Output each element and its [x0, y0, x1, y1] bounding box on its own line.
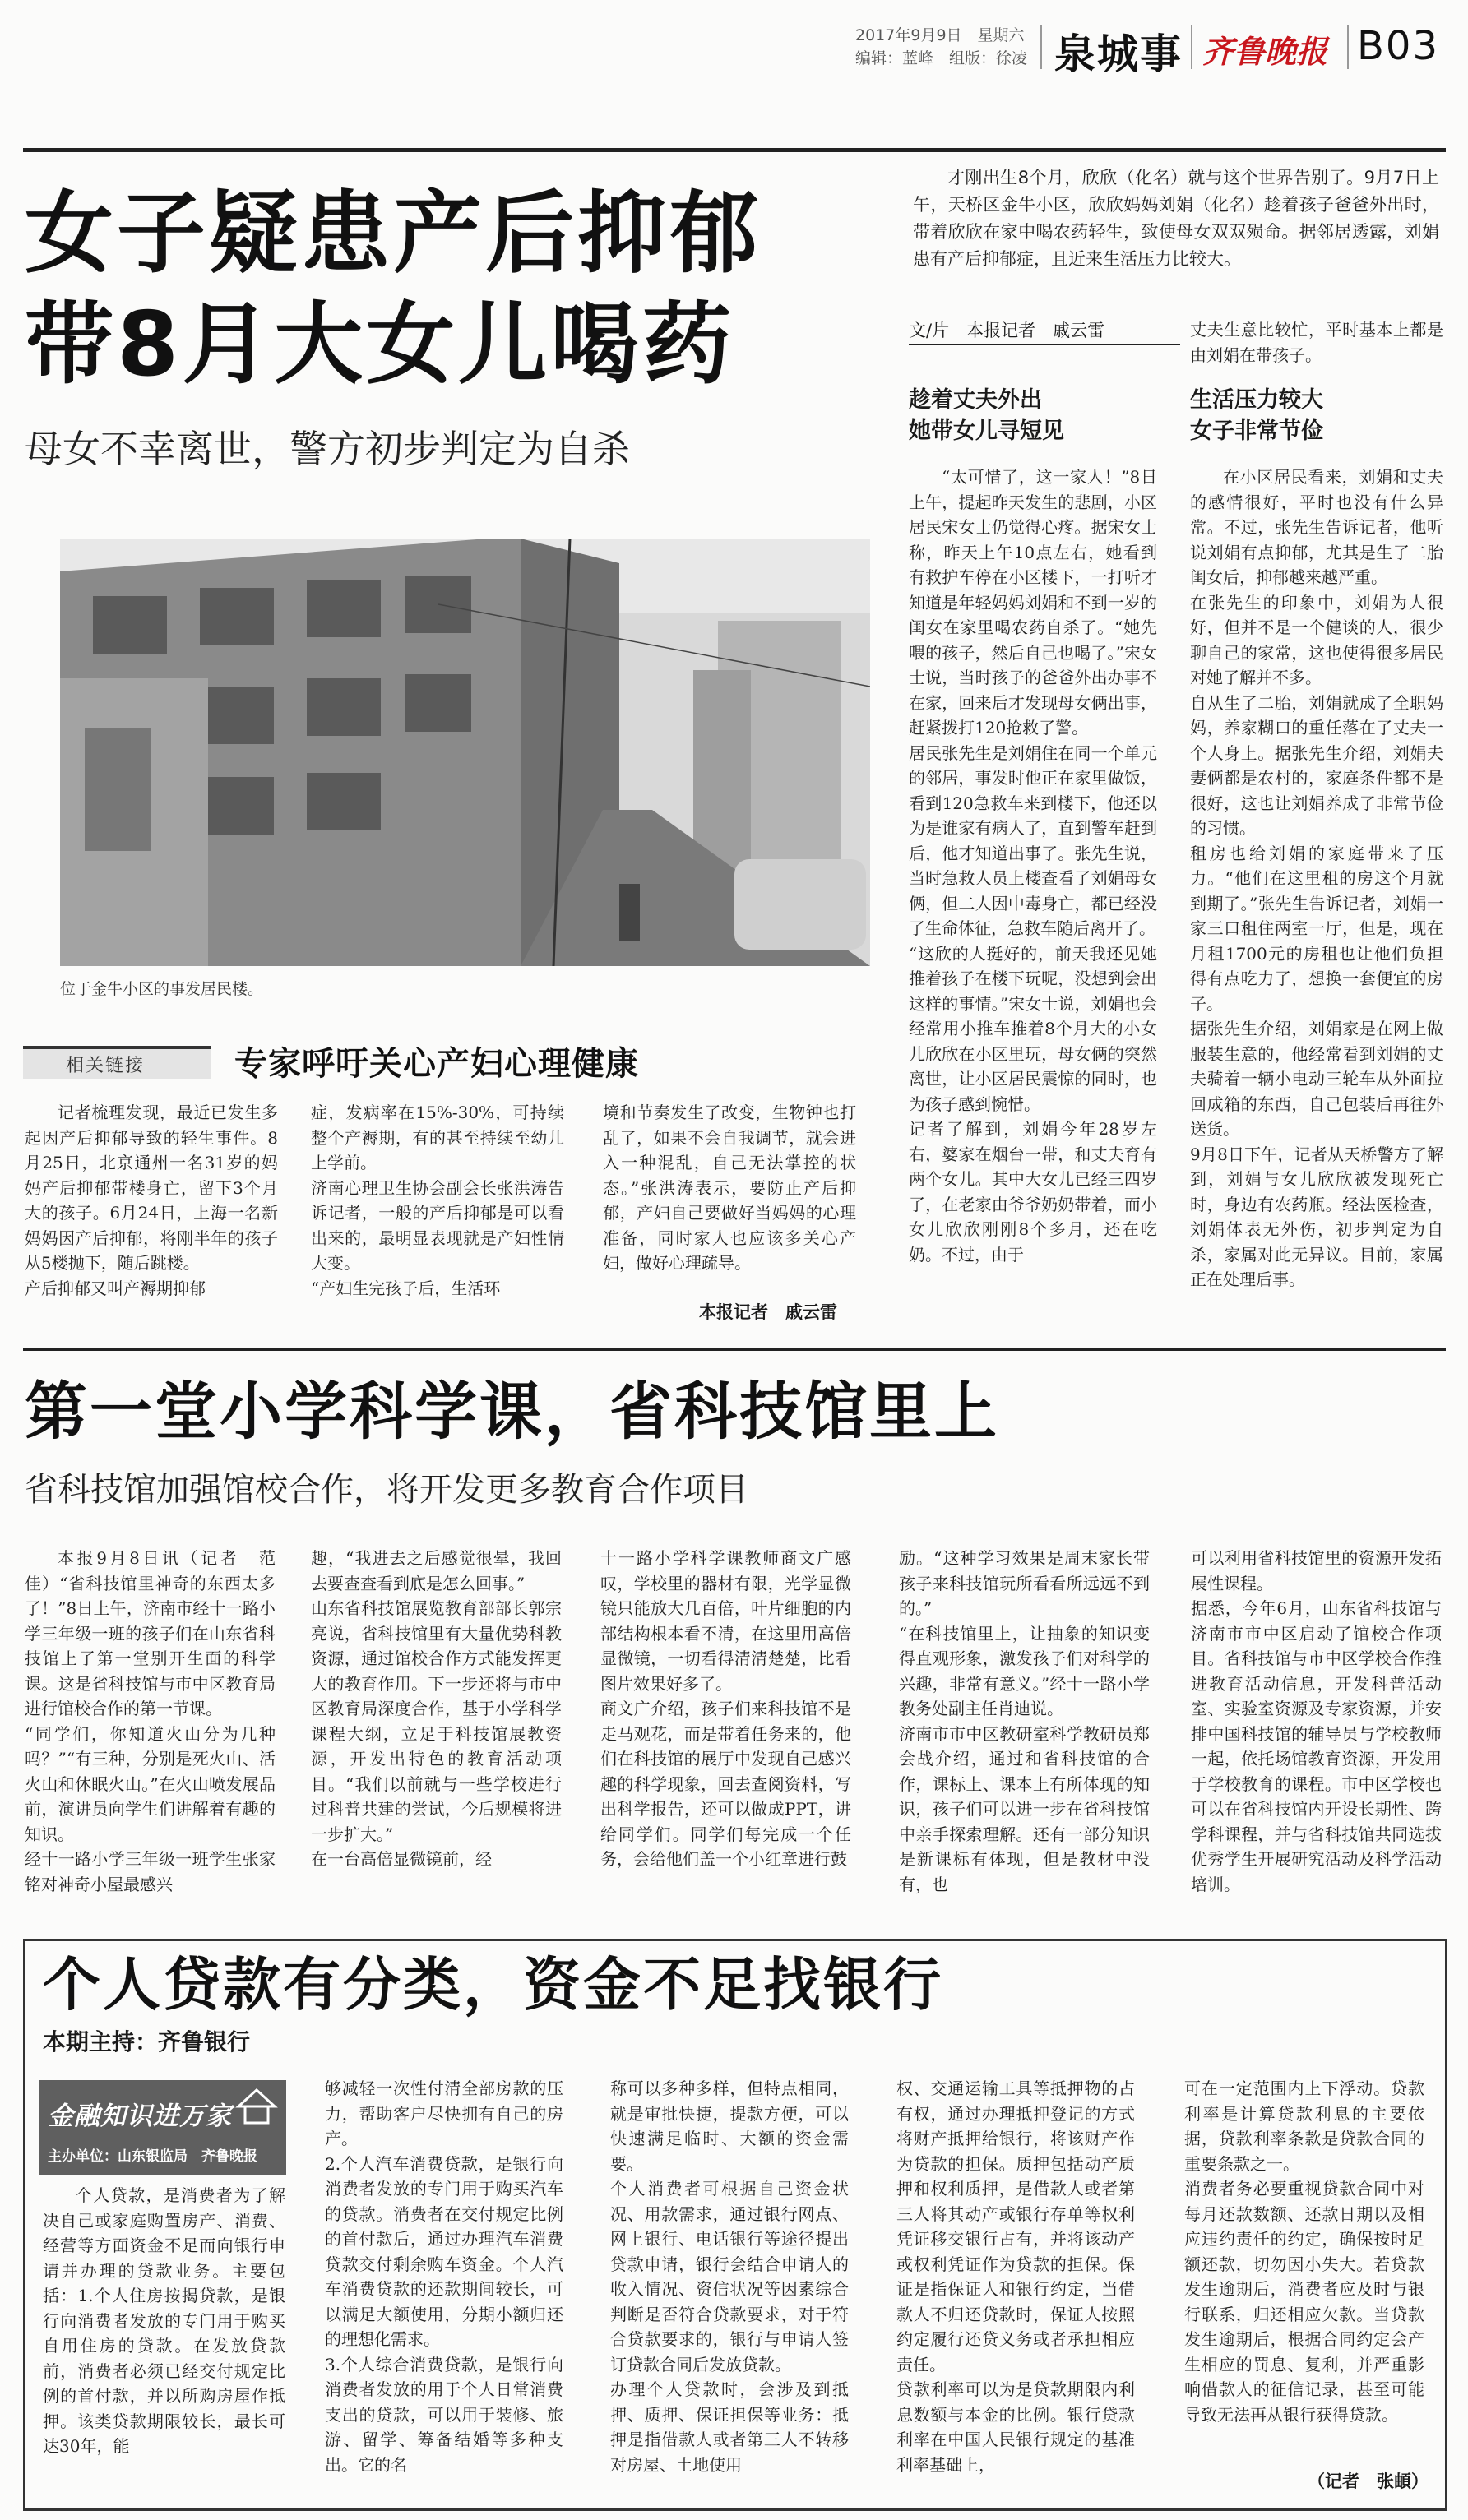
photo-caption: 位于金牛小区的事发居民楼。 — [60, 980, 264, 998]
story1-headline-1: 女子疑患产后抑郁 — [25, 183, 762, 285]
story3-col2: 够减轻一次性付清全部房款的压力，帮助客户尽快拥有自己的房产。 2.个人汽车消费贷款，是银行向消费者发放的专门用于购买汽车的贷款。消费者在交付规定比例的首付款后，通过办理汽车消费贷款交付剩余购车资金。个人汽车消费贷款的还款期间较长，可以满足大额使用，分期小额归还的理想化需求。 3.个人综合消费贷款，是银行向消费者发放的用于个人日常消费支出的贷款，可以用于装修、旅游、留学、筹备结婚等多种支出。它的名 — [325, 2078, 563, 2475]
related-col1: 记者梳理发现，最近已发生多起因产后抑郁导致的轻生事件。8月25日，北京通州一名31岁的妈妈产后抑郁带楼身亡，留下3个月大的孩子。6月24日，上海一名新妈妈因产后抑郁，将刚半年的孩子从5楼抛下，随后跳楼。 产后抑郁又叫产褥期抑郁 — [25, 1103, 278, 1298]
masthead — [0, 0, 1468, 78]
story1-lead: 才刚出生8个月，欣欣（化名）就与这个世界告别了。9月7日上午，天桥区金牛小区，欣欣妈妈刘娟（化名）趁着孩子爸爸外出时，带着欣欣在家中喝农药轻生，致使母女双双殒命。据邻居透露，刘娟患有产后抑郁症，且近来生活压力比较大。 — [913, 168, 1439, 269]
masthead-divider — [1040, 25, 1042, 69]
story3-col3: 称可以多种多样，但特点相同，就是审批快捷，提款方便，可以快速满足临时、大额的资金需要。 个人消费者可根据自己资金状况、用款需求，通过银行网点、网上银行、电话银行等途径提出贷款申请，银行会结合申请人的收入情况、资信状况等因素综合判断是否符合贷款要求，对于符合贷款要求的，银行与申请人签订贷款合同后发放贷款。 办理个人贷款时，会涉及到抵押、质押、保证担保等业务：抵押是指借款人或者第三人不转移对房屋、土地使用 — [610, 2078, 849, 2475]
story1-col1-heading: 趁着丈夫外出 她带女儿寻短见 — [909, 387, 1064, 444]
house-icon — [235, 2087, 278, 2129]
story2-col2: 趣，“我进去之后感觉很晕，我回去要查查看到底是怎么回事。” 山东省科技馆展览教育部部长郭宗亮说，省科技馆里有大量优势科教资源，通过馆校合作方式能发挥更大的教育作用。下一步还将与市中区教育局深度合作，基于小学科学课程大纲，立足于科技馆展教资源，开发出特色的教育活动项目。“我们以前就与一些学校进行过科普共建的尝试，今后规模将进一步扩大。” 在一台高倍显微镜前，经 — [311, 1548, 562, 1869]
masthead-editors: 编辑：蓝峰 组版：徐凌 — [855, 49, 1028, 67]
story2-subhead: 省科技馆加强馆校合作，将开发更多教育合作项目 — [25, 1471, 748, 1509]
section-name: 泉城事 — [1054, 30, 1183, 78]
story2-col1: 本报9月8日讯（记者 范佳）“省科技馆里神奇的东西太多了！”8日上午，济南市经十一路小学三年级一班的孩子们在山东省科技馆上了第一堂别开生面的科学课。这是省科技馆与市中区教育局进行馆校合作的第一节课。 “同学们，你知道火山分为几种吗？”“有三种，分别是死火山、活火山和休眠火山。”在火山喷发展品前，演讲员向学生们讲解着有趣的知识。 经十一路小学三年级一班学生张家铭对神奇小屋最感兴 — [25, 1548, 276, 1894]
story1-bottom-rule — [23, 1348, 1446, 1351]
logo-title: 金融知识进万家 — [48, 2102, 232, 2131]
story1-col1-text: “太可惜了，这一家人！”8日上午，提起昨天发生的悲剧，小区居民宋女士仍觉得心疼。据宋女士称，昨天上午10点左右，她看到有救护车停在小区楼下，一打听才知道是年轻妈妈刘娟和不到一岁的闺女在家里喝农药自杀了。“她先喂的孩子，然后自己也喝了。”宋女士说，当时孩子的爸爸外出办事不在家，回来后才发现母女俩出事，赶紧拨打120抢救了警。 居民张先生是刘娟住在同一个单元的邻居，事发时他正在家里做饭，看到120急救车来到楼下，他还以为是谁家有病人了，直到警车赶到后，他才知道出事了。张先生说，当时急救人员上楼查看了刘娟母女俩，但二人因中毒身亡，都已经没了生命体征，急救车随后离开了。 “这欣的人挺好的，前天我还见她推着孩子在楼下玩呢，没想到会出这样的事情。”宋女士说，刘娟也会经常用小推车推着8个月大的小女儿欣欣在小区里玩，母女俩的突然离世，让小区居民震惊的同时，也为孩子感到惋惜。 记者了解到，刘娟今年28岁左右，婆家在烟台一带，和丈夫育有两个女儿。其中大女儿已经三四岁了，在老家由爷爷奶奶带着，而小女儿欣欣刚刚8个多月，还在吃奶。不过，由于 — [909, 467, 1157, 1265]
related-col2: 症，发病率在15%-30%，可持续整个产褥期，有的甚至持续至幼儿上学前。 济南心理卫生协会副会长张洪涛告诉记者，一般的产后抑郁是可以看出来的，最明显表现就是产妇性情大变。 “产妇生完孩子后，生活环 — [311, 1103, 564, 1298]
story1-col2-pre: 丈夫生意比较忙，平时基本上都是由刘娟在带孩子。 — [1190, 320, 1443, 365]
story3-credit: （记者 张頔） — [1308, 2471, 1429, 2491]
story1-headline-2: 带8月大女儿喝药 — [25, 294, 735, 396]
story2-col4: 励。“这种学习效果是周末家长带孩子来科技馆玩所看看所远远不到的。” “在科技馆里上，让抽象的知识变得直观形象，激发孩子们对科学的兴趣，非常有意义。”经十一路小学教务处副主任肖迪说。 济南市市中区教研室科学教研员郑会战介绍，通过和省科技馆的合作，课标上、课本上有所体现的知识，孩子们可以进一步在省科技馆中亲手探索理解。还有一部分知识是新课标有体现，但是教材中没有，也 — [899, 1548, 1150, 1894]
top-rule — [23, 148, 1446, 152]
masthead-date: 2017年9月9日 星期六 — [855, 26, 1025, 44]
building-photo-illustration — [60, 539, 870, 966]
story3-headline: 个人贷款有分类，资金不足找银行 — [43, 1951, 943, 2018]
logo-host: 主办单位：山东银监局 齐鲁晚报 — [48, 2148, 257, 2165]
paper-logo: 齐鲁晚报 — [1202, 33, 1328, 70]
related-title: 专家呼吁关心产妇心理健康 — [234, 1045, 639, 1083]
finance-knowledge-logo — [39, 2080, 286, 2175]
related-label: 相关链接 — [66, 1056, 146, 1076]
story1-col2-text: 在小区居民看来，刘娟和丈夫的感情很好，平时也没有什么异常。不过，张先生告诉记者，他听说刘娟有点抑郁，尤其是生了二胎闺女后，抑郁越来越严重。 在张先生的印象中，刘娟为人很好，但并不是一个健谈的人，很少聊自己的家常，这也使得很多居民对她了解并不多。 自从生了二胎，刘娟就成了全职妈妈，养家糊口的重任落在了丈夫一个人身上。据张先生介绍，刘娟夫妻俩都是农村的，家庭条件都不是很好，这也让刘娟养成了非常节俭的习惯。 租房也给刘娟的家庭带来了压力。“他们在这里租的房这个月就到期了。”张先生告诉记者，刘娟一家三口租住两室一厅，但是，现在月租1700元的房租也让他们负担得有点吃力了，想换一套便宜的房子。 据张先生介绍，刘娟家是在网上做服装生意的，他经常看到刘娟的丈夫骑着一辆小电动三轮车从外面拉回成箱的东西，自己包装后再往外送货。 9月8日下午，记者从天桥警方了解到，刘娟与女儿欣欣被发现死亡时，身边有农药瓶。经法医检查，刘娟体表无外伤，初步判定为自杀，家属对此无异议。目前，家属正在处理后事。 — [1190, 467, 1443, 1289]
story3-col1: 个人贷款，是消费者为了解决自己或家庭购置房产、消费、经营等方面资金不足而向银行申请并办理的贷款业务。主要包括：1.个人住房按揭贷款，是银行向消费者发放的专门用于购买自用住房的贷款。在发放贷款前，消费者必须已经交付规定比例的首付款，并以所购房屋作抵押。该类贷款期限较长，最长可达30年，能 — [43, 2185, 285, 2456]
story1-col2-heading: 生活压力较大 女子非常节俭 — [1190, 387, 1323, 444]
related-col3: 境和节奏发生了改变，生物钟也打乱了，如果不会自我调节，就会进入一种混乱，自己无法掌控的状态。”张洪涛表示，要防止产后抑郁，产妇自己要做好当妈妈的心理准备，同时家人也应该多关心产妇，做好心理疏导。 — [603, 1103, 856, 1273]
story1-byline: 文/片 本报记者 戚云雷 — [909, 321, 1105, 340]
related-label-box — [23, 1046, 211, 1079]
story2-col5: 可以利用省科技馆里的资源开发拓展性课程。 据悉，今年6月，山东省科技馆与济南市市中区启动了馆校合作项目。省科技馆与市中区学校合作推进教育活动信息，开发科普活动室、实验室资源及专家资源，并安排中国科技馆的辅导员与学校教师一起，依托场馆教育资源，开发用于学校教育的课程。市中区学校也可以在省科技馆内开设长期性、跨学科课程，并与省科技馆共同选拔优秀学生开展研究活动及科学活动培训。 — [1191, 1548, 1442, 1894]
story1-subhead: 母女不幸离世，警方初步判定为自杀 — [25, 427, 630, 471]
page-number: B03 — [1357, 23, 1440, 69]
related-byline: 本报记者 戚云雷 — [699, 1302, 837, 1322]
story2-headline: 第一堂小学科学课，省科技馆里上 — [25, 1375, 999, 1448]
story1-photo — [60, 539, 870, 966]
story3-col5: 可在一定范围内上下浮动。贷款利率是计算贷款利息的主要依据，贷款利率条款是贷款合同的重要条款之一。 消费者务必要重视贷款合同中对每月还款数额、还款日期以及相应违约责任的约定，确保按时足额还款，切勿因小失大。若贷款发生逾期后，消费者应及时与银行联系，归还相应欠款。当贷款发生逾期后，根据合同约定会产生相应的罚息、复利，并严重影响借款人的征信记录，甚至可能导致无法再从银行获得贷款。 — [1184, 2078, 1424, 2425]
story3-col4: 权、交通运输工具等抵押物的占有权，通过办理抵押登记的方式将财产抵押给银行，将该财产作为贷款的担保。质押包括动产质押和权利质押，是借款人或者第三人将其动产或银行存单等权利凭证移交银行占有，并将该动产或权利凭证作为贷款的担保。保证是指保证人和银行约定，当借款人不归还贷款时，保证人按照约定履行还贷义务或者承担相应责任。 贷款利率可以为是贷款期限内利息数额与本金的比例。银行贷款利率在中国人民银行规定的基准利率基础上， — [896, 2078, 1135, 2475]
masthead-divider-3 — [1347, 25, 1349, 69]
byline-rule — [909, 344, 1180, 345]
story3-sponsor: 本期主持：齐鲁银行 — [43, 2028, 251, 2055]
story2-col3: 十一路小学科学课教师商文广感叹，学校里的器材有限，光学显微镜只能放大几百倍，叶片细胞的内部结构根本看不清，在这里用高倍显微镜，一切看得清清楚楚，比看图片效果好多了。 商文广介绍，孩子们来科技馆不是走马观花，而是带着任务来的，他们在科技馆的展厅中发现自己感兴趣的科学现象，回去查阅资料，写出科学报告，还可以做成PPT，讲给同学们。同学们每完成一个任务，会给他们盖一个小红章进行鼓 — [600, 1548, 851, 1869]
masthead-divider-2 — [1191, 25, 1192, 69]
